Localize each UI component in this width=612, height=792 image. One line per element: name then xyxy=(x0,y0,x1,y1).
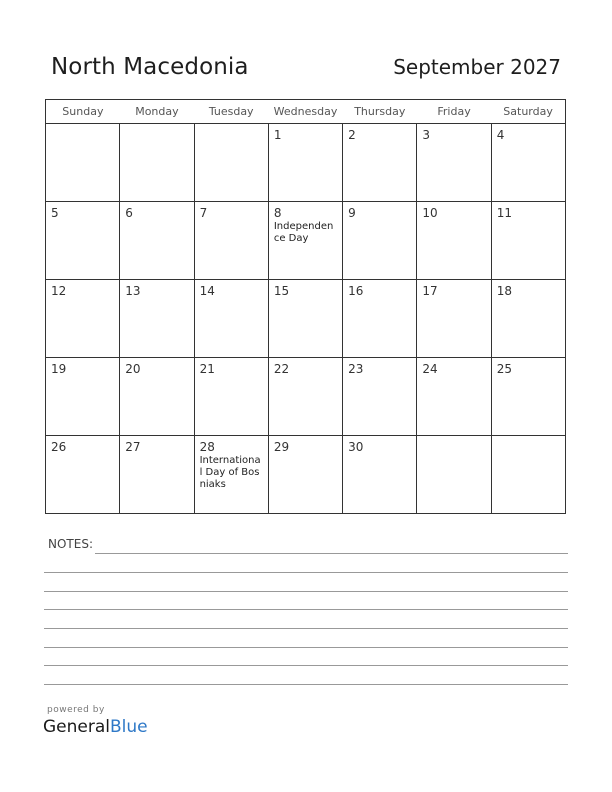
day-cell xyxy=(417,202,491,280)
day-number: 25 xyxy=(496,362,512,376)
day-cell xyxy=(268,280,342,358)
week-row xyxy=(46,124,566,202)
day-number: 11 xyxy=(496,206,512,220)
day-number: 28 xyxy=(199,440,215,454)
brand-general: General xyxy=(43,717,110,737)
day-number: 17 xyxy=(422,284,438,298)
day-number: 13 xyxy=(125,284,141,298)
week-row xyxy=(46,280,566,358)
day-cell xyxy=(343,124,417,202)
day-number: 16 xyxy=(348,284,364,298)
day-cell xyxy=(194,436,268,514)
day-number: 10 xyxy=(422,206,438,220)
brand-blue: Blue xyxy=(110,717,148,737)
day-number: 27 xyxy=(125,440,141,454)
day-cell xyxy=(46,436,120,514)
day-number: 24 xyxy=(422,362,438,376)
day-number: 23 xyxy=(348,362,364,376)
note-line xyxy=(44,647,568,648)
calendar-grid xyxy=(45,99,566,514)
day-cell xyxy=(417,436,491,514)
month-title: September 2027 xyxy=(393,55,561,79)
day-number: 7 xyxy=(199,206,208,220)
note-line xyxy=(44,609,568,610)
week-row xyxy=(46,436,566,514)
day-cell xyxy=(120,124,194,202)
day-number: 22 xyxy=(273,362,290,376)
day-cell xyxy=(417,124,491,202)
weekday-monday: Monday xyxy=(120,100,194,124)
country-title: North Macedonia xyxy=(51,54,249,80)
holiday-label: International Day of Bosniaks xyxy=(199,455,261,490)
day-number: 30 xyxy=(348,440,364,454)
day-cell xyxy=(268,124,342,202)
day-cell xyxy=(120,358,194,436)
day-cell xyxy=(120,202,194,280)
day-cell xyxy=(194,202,268,280)
day-number: 14 xyxy=(199,284,215,298)
day-cell xyxy=(491,358,565,436)
notes-label: NOTES: xyxy=(48,537,93,551)
day-cell xyxy=(194,358,268,436)
day-number: 8 xyxy=(273,206,282,220)
day-cell xyxy=(120,436,194,514)
weekday-thursday: Thursday xyxy=(343,100,417,124)
day-cell xyxy=(343,202,417,280)
weekday-friday: Friday xyxy=(417,100,491,124)
day-number: 26 xyxy=(51,440,67,454)
day-cell xyxy=(46,358,120,436)
day-cell xyxy=(491,436,565,514)
week-row xyxy=(46,358,566,436)
day-cell xyxy=(343,358,417,436)
day-cell xyxy=(491,202,565,280)
day-number: 5 xyxy=(51,206,59,220)
note-line xyxy=(44,665,568,666)
day-cell xyxy=(194,124,268,202)
weekday-wednesday: Wednesday xyxy=(268,100,342,124)
day-cell xyxy=(46,202,120,280)
weekday-tuesday: Tuesday xyxy=(194,100,268,124)
day-cell xyxy=(491,124,565,202)
weekday-saturday: Saturday xyxy=(491,100,565,124)
week-row xyxy=(46,202,566,280)
day-cell xyxy=(343,280,417,358)
note-line xyxy=(44,628,568,629)
day-cell xyxy=(194,280,268,358)
day-cell xyxy=(268,202,342,280)
day-number: 21 xyxy=(199,362,215,376)
note-line xyxy=(44,572,568,573)
holiday-label: Independence Day xyxy=(273,221,334,244)
day-number: 1 xyxy=(273,128,282,142)
day-cell xyxy=(268,358,342,436)
note-line xyxy=(44,591,568,592)
day-cell xyxy=(46,280,120,358)
day-number: 18 xyxy=(496,284,512,298)
day-cell xyxy=(417,358,491,436)
day-number: 12 xyxy=(51,284,67,298)
day-number: 19 xyxy=(51,362,67,376)
powered-by-text: powered by xyxy=(47,705,105,715)
day-cell xyxy=(120,280,194,358)
weekday-header-row xyxy=(46,100,566,124)
day-cell xyxy=(343,436,417,514)
day-number: 29 xyxy=(273,440,290,454)
note-line xyxy=(44,684,568,685)
day-number: 20 xyxy=(125,362,141,376)
day-cell xyxy=(491,280,565,358)
day-number: 4 xyxy=(496,128,505,142)
day-number: 3 xyxy=(422,128,431,142)
day-number: 15 xyxy=(273,284,290,298)
note-line xyxy=(95,553,568,554)
brand-logo xyxy=(43,717,148,737)
day-number: 9 xyxy=(348,206,356,220)
day-number: 6 xyxy=(125,206,133,220)
day-cell xyxy=(46,124,120,202)
weekday-sunday: Sunday xyxy=(46,100,120,124)
day-cell xyxy=(268,436,342,514)
day-number: 2 xyxy=(348,128,356,142)
day-cell xyxy=(417,280,491,358)
